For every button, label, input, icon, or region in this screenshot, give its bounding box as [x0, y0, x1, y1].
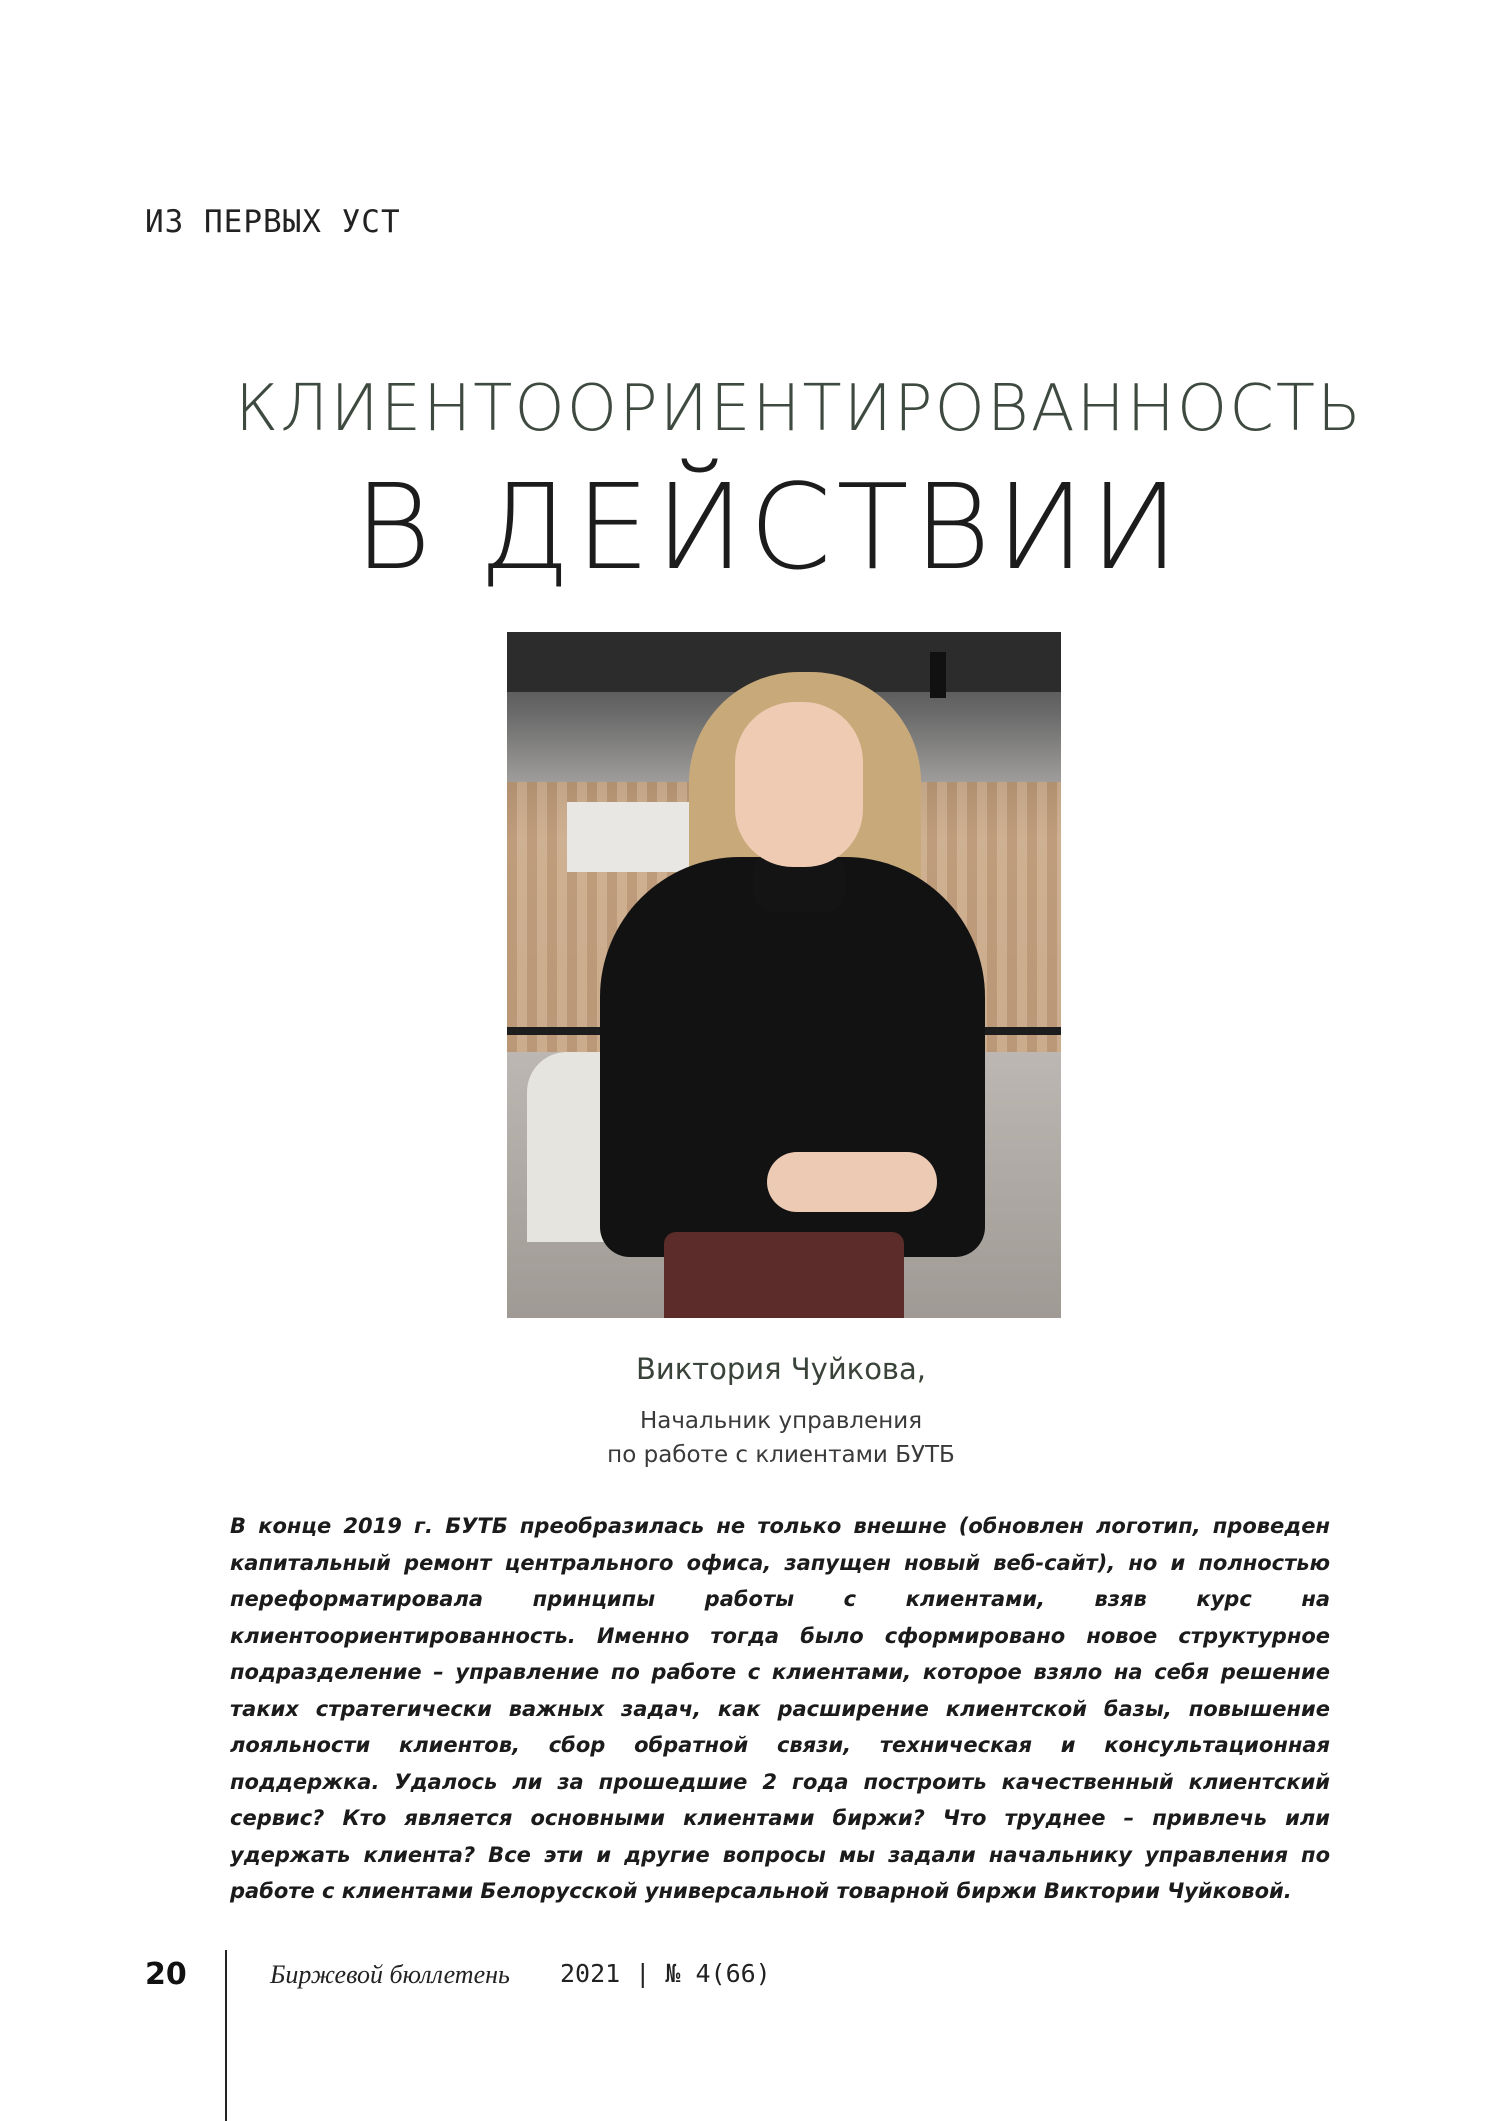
footer-divider: [225, 1950, 227, 2121]
photo-sign: [567, 802, 697, 872]
page-number: 20: [145, 1957, 187, 1992]
lead-paragraph: В конце 2019 г. БУТБ преобразилась не только внешне (обновлен логотип, проведен капитальный ремонт центрального офиса, запущен новый веб-сайт), но и полностью переформатировала принципы работы с клиентами, взяв курс на клиентоориентированность. Именно тогда было сформировано новое структурное подразделение – управление по работе с клиентами, которое взяло на себя решение таких стратегически важных задач, как расширение клиентской базы, повышение лояльности клиентов, сбор обратной связи, техническая и консультационная поддержка. Удалось ли за прошедшие 2 года построить качественный клиентский сервис? Кто является основными клиентами биржи? Что труднее – привлечь или удержать клиента? Все эти и другие вопросы мы задали начальнику управления по работе с клиентами Белорусской универсальной товарной биржи Виктории Чуйковой.: [230, 1514, 1330, 1903]
portrait-photo: [507, 632, 1061, 1318]
author-name: Виктория Чуйкова,: [635, 1352, 927, 1386]
author-role: [0, 1404, 1500, 1472]
author-role-line-2: по работе с клиентами БУТБ: [607, 1442, 955, 1468]
photo-face: [735, 702, 863, 867]
headline-line-2: В ДЕЙСТВИИ: [354, 458, 1184, 596]
section-label: ИЗ ПЕРВЫХ УСТ: [145, 204, 401, 240]
publication-name: Биржевой бюллетень: [270, 1960, 510, 1989]
photo-skirt: [664, 1232, 904, 1318]
photo-hands: [767, 1152, 937, 1212]
author-role-line-1: Начальник управления: [639, 1408, 923, 1434]
headline-line-1: КЛИЕНТООРИЕНТИРОВАННОСТЬ: [235, 372, 1363, 446]
photo-lamp: [930, 652, 946, 698]
issue-number: 2021 | № 4(66): [560, 1959, 771, 1988]
